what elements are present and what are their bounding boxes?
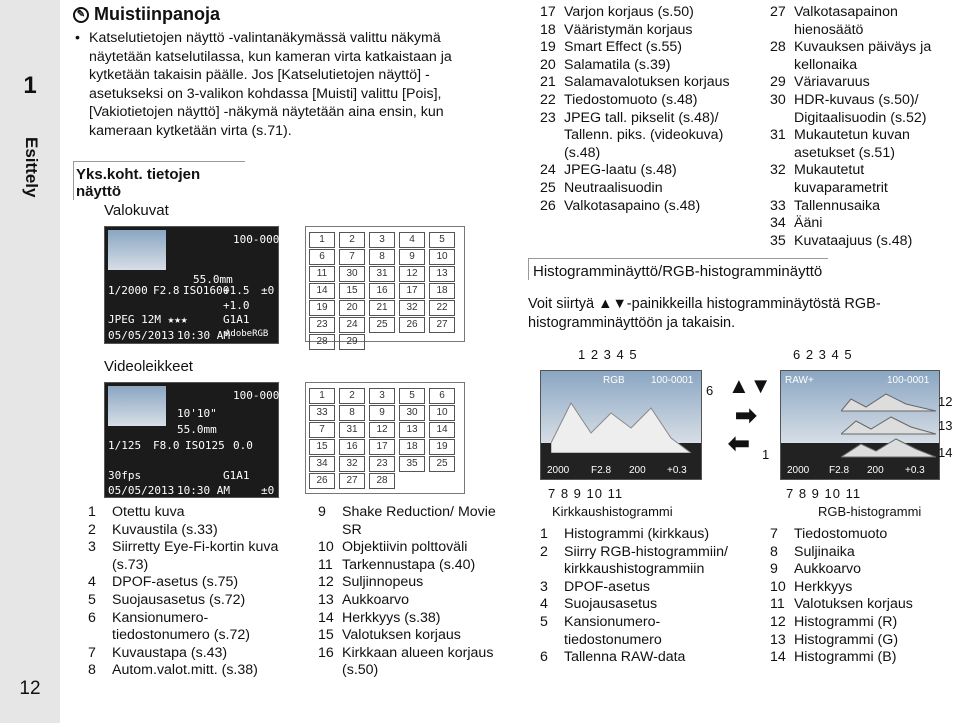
legend-item (540, 22, 755, 40)
legend-number: 8 (88, 662, 96, 679)
legend-item (540, 526, 755, 544)
date: 05/05/2013 (108, 484, 175, 497)
legend-item (540, 596, 755, 614)
legend-number: 9 (770, 561, 778, 578)
legend-list-e (540, 526, 755, 667)
right-arrow-icon: ➡ (735, 400, 757, 430)
legend-item (318, 504, 508, 539)
legend-text: Siirretty Eye-Fi-kortin kuva (s.73) (112, 539, 279, 573)
legend-number: 4 (88, 574, 96, 591)
legend-item (88, 662, 288, 680)
aperture: F2.8 (829, 465, 850, 476)
legend-item (88, 539, 288, 574)
memo-header (73, 4, 503, 25)
legend-number: 19 (540, 39, 556, 56)
legend-number: 17 (540, 4, 556, 20)
legend-text: Histogrammi (kirkkaus) (564, 526, 710, 542)
ev-compensation: 0.0 (233, 439, 253, 452)
brightness-histogram (551, 393, 691, 453)
legend-text: DPOF-asetus (564, 578, 650, 595)
callout-13: 13 (938, 418, 953, 433)
legend-item (88, 645, 288, 663)
iso: ISO1600 (183, 284, 230, 297)
layout-cell: 18 (399, 439, 425, 455)
adjust-value: ±0 (261, 284, 275, 297)
layout-cell: 31 (369, 266, 395, 282)
legend-item (540, 74, 755, 92)
layout-cell: 5 (399, 388, 425, 404)
color-space: AdobeRGB (225, 329, 269, 339)
legend-item (770, 198, 960, 216)
legend-number: 6 (540, 649, 548, 666)
layout-cell: 30 (399, 405, 425, 421)
legend-number: 27 (770, 4, 786, 20)
layout-cell: 9 (399, 249, 425, 265)
legend-list-b (318, 504, 508, 680)
callout-bottom-right: 7 8 9 10 11 (786, 486, 862, 501)
layout-cell: 23 (369, 456, 395, 472)
folder-file-number: 100-0001 (233, 233, 286, 246)
legend-text: Ääni (794, 215, 823, 232)
legend-item (88, 574, 288, 592)
legend-number: 7 (770, 526, 778, 542)
legend-number: 23 (540, 109, 556, 126)
layout-cell: 2 (339, 388, 365, 404)
legend-item (770, 74, 960, 92)
legend-item (770, 127, 960, 162)
legend-number: 11 (770, 596, 785, 613)
brightness-histogram-screen (540, 370, 702, 480)
legend-number: 9 (318, 504, 326, 520)
callout-6: 6 (706, 383, 714, 398)
legend-number: 35 (770, 232, 786, 249)
legend-text: Kansionumero-tiedostonumero (s.72) (112, 609, 251, 644)
memo-bullet: • Katselutietojen näyttö -valintanäkymässä valittu näkymä näytetään katselutilassa, kun kameran virta katkaistaan ja kytketään takaisin päälle. Jos [Katselutietojen näyttö] -asetukseksi on 3-valikon kohdassa [Muisti] valittu [Pois], [Vakiotietojen näyttö] -näkymä näytetään aina ensin, kun kameraan kytketään virta (s.71). (73, 29, 503, 141)
legend-text: JPEG-laatu (s.48) (564, 162, 677, 179)
callout-top-right: 6 2 3 4 5 (793, 347, 853, 362)
layout-cell: 26 (399, 317, 425, 333)
raw-indicator: RAW+ (785, 375, 814, 386)
legend-text: Histogrammi (R) (794, 613, 898, 630)
legend-number: 3 (88, 539, 96, 556)
layout-cell: 30 (339, 266, 365, 282)
callout-14: 14 (938, 445, 953, 460)
brightness-histogram-caption: Kirkkaushistogrammi (552, 504, 673, 519)
jpeg-quality: JPEG 12M ★★★ (108, 313, 188, 326)
legend-text: Salamatila (s.39) (564, 56, 671, 73)
frame-rate: 30fps (108, 469, 142, 482)
legend-item (770, 544, 955, 562)
legend-number: 18 (540, 21, 556, 38)
layout-cell: 6 (309, 249, 335, 265)
shutter-speed: 2000 (787, 465, 810, 476)
legend-number: 12 (770, 613, 786, 630)
legend-number: 6 (88, 609, 96, 626)
layout-cell: 11 (309, 266, 335, 282)
layout-cell: 15 (309, 439, 335, 455)
legend-text: Valotuksen korjaus (342, 627, 461, 644)
detail-title: Yks.koht. tietojen näyttö (73, 161, 245, 200)
histogram-switch: RGB (603, 375, 625, 386)
legend-text: Tallennusaika (794, 197, 880, 214)
ev-compensation: +1.5 (223, 284, 250, 297)
legend-item (318, 539, 508, 557)
legend-number: 13 (318, 591, 334, 608)
focal-length: 55.0mm (193, 273, 233, 286)
shutter-speed: 2000 (547, 465, 570, 476)
layout-cell: 8 (369, 249, 395, 265)
chapter-title: Esittely (22, 137, 41, 198)
photo-layout-map (305, 226, 465, 350)
left-arrow-icon: ⬅ (728, 428, 750, 458)
legend-number: 10 (770, 578, 786, 595)
legend-item (318, 627, 508, 645)
legend-item (540, 614, 755, 649)
layout-cell: 2 (339, 232, 365, 248)
callout-bottom-left: 7 8 9 10 11 (548, 486, 624, 501)
memo-icon: ✎ (73, 7, 89, 23)
legend-text: Suojausasetus (s.72) (112, 591, 246, 608)
layout-cell: 17 (369, 439, 395, 455)
layout-cell: 15 (339, 283, 365, 299)
legend-item (540, 579, 755, 597)
legend-item (88, 610, 288, 645)
layout-cell: 13 (399, 422, 425, 438)
layout-cell: 7 (339, 249, 365, 265)
rgb-histogram-caption: RGB-histogrammi (818, 504, 922, 519)
legend-item (540, 162, 755, 180)
histogram-intro: Voit siirtyä ▲▼-painikkeilla histogramminäytöstä RGB-histogramminäyttöön ja takaisin. (528, 296, 881, 331)
legend-text: Salamavalotuksen korjaus (564, 74, 730, 91)
layout-cell: 25 (369, 317, 395, 333)
layout-cell: 16 (369, 283, 395, 299)
layout-cell: 5 (429, 232, 455, 248)
legend-number: 3 (540, 578, 548, 595)
legend-text: Herkkyys (794, 578, 853, 595)
legend-number: 28 (770, 39, 786, 56)
layout-cell: 19 (429, 439, 455, 455)
legend-text: Tarkennustapa (s.40) (342, 556, 476, 573)
legend-item (88, 592, 288, 610)
layout-cell: 8 (339, 405, 365, 421)
shutter-speed: 1/125 (108, 439, 142, 452)
legend-number: 14 (770, 649, 786, 666)
page-number: 12 (19, 678, 41, 699)
legend-item (540, 198, 755, 216)
photos-heading: Valokuvat (104, 202, 169, 219)
legend-text: Vääristymän korjaus (564, 21, 693, 38)
legend-item (770, 4, 960, 39)
photo-info-screen (104, 226, 286, 344)
legend-item (770, 233, 960, 251)
time: 10:30 AM (177, 329, 230, 342)
video-thumbnail (108, 386, 166, 426)
layout-cell: 20 (339, 300, 365, 316)
legend-item (540, 110, 755, 163)
time: 10:30 AM (177, 484, 230, 497)
legend-item (770, 92, 960, 127)
layout-cell: 12 (399, 266, 425, 282)
layout-cell: 13 (429, 266, 455, 282)
layout-cell: 16 (339, 439, 365, 455)
callout-top-left: 1 2 3 4 5 (578, 347, 638, 362)
layout-cell: 1 (309, 232, 335, 248)
legend-number: 25 (540, 179, 556, 196)
layout-cell: 21 (369, 300, 395, 316)
legend-item (770, 526, 955, 544)
folder-file-number: 100-0001 (233, 389, 286, 402)
layout-cell: 19 (309, 300, 335, 316)
legend-number: 12 (318, 574, 334, 591)
legend-text: Herkkyys (s.38) (342, 609, 441, 626)
rgb-histogram-screen (780, 370, 940, 480)
legend-text: Kirkkaan alueen korjaus (s.50) (342, 644, 494, 679)
legend-text: HDR-kuvaus (s.50)/ Digitaalisuodin (s.52) (794, 91, 927, 126)
legend-item (770, 39, 960, 74)
legend-list-d (770, 4, 960, 250)
legend-text: Aukkoarvo (794, 561, 862, 578)
legend-item (540, 544, 755, 579)
adjust-value: ±0 (261, 484, 275, 497)
legend-text: Neutraalisuodin (564, 179, 663, 196)
layout-cell: 7 (309, 422, 335, 438)
video-layout-map (305, 382, 465, 506)
legend-item (88, 522, 288, 540)
legend-text: JPEG tall. pikselit (s.48)/ Tallenn. piks. (videokuva) (s.48) (564, 109, 724, 161)
layout-cell: 27 (429, 317, 455, 333)
focal-length: 55.0mm (177, 423, 217, 436)
shutter-speed: 1/2000 (108, 284, 148, 297)
layout-cell: 26 (309, 473, 335, 489)
legend-item (770, 649, 955, 667)
legend-list-a (88, 504, 288, 680)
layout-cell: 17 (399, 283, 425, 299)
aperture: F2.8 (591, 465, 612, 476)
legend-item (540, 39, 755, 57)
layout-cell: 28 (309, 334, 335, 350)
legend-item (540, 180, 755, 198)
legend-number: 4 (540, 596, 548, 613)
legend-item (770, 614, 955, 632)
legend-text: Autom.valot.mitt. (s.38) (112, 662, 258, 679)
legend-text: Kuvauksen päiväys ja kellonaika (794, 39, 932, 73)
layout-cell: 10 (429, 405, 455, 421)
legend-text: Valotuksen korjaus (794, 596, 913, 613)
layout-cell: 31 (339, 422, 365, 438)
layout-cell: 34 (309, 456, 335, 472)
legend-number: 5 (88, 591, 96, 608)
legend-number: 32 (770, 162, 786, 179)
ev-compensation: +0.3 (667, 465, 687, 476)
legend-number: 13 (770, 631, 786, 648)
legend-text: Mukautetut kuvaparametrit (794, 162, 888, 196)
folder-file-number: 100-0001 (887, 375, 930, 386)
layout-cell: 22 (429, 300, 455, 316)
legend-text: Kansionumero-tiedostonumero (564, 613, 662, 648)
legend-number: 8 (770, 543, 778, 560)
video-info-screen (104, 382, 286, 498)
legend-number: 29 (770, 74, 786, 91)
folder-file-number: 100-0001 (651, 375, 694, 386)
layout-cell: 27 (339, 473, 365, 489)
iso: ISO125 (185, 439, 225, 452)
layout-cell: 23 (309, 317, 335, 333)
legend-item (540, 57, 755, 75)
up-down-arrows-icon: ▲▼ (728, 373, 772, 398)
legend-item (540, 649, 755, 667)
legend-text: Kuvaustapa (s.43) (112, 644, 228, 661)
layout-cell: 32 (339, 456, 365, 472)
legend-item (318, 610, 508, 628)
legend-number: 10 (318, 539, 334, 556)
legend-item (770, 632, 955, 650)
callout-12: 12 (938, 394, 953, 409)
layout-cell: 18 (429, 283, 455, 299)
layout-cell: 3 (369, 388, 395, 404)
legend-text: Suojausasetus (564, 596, 658, 613)
layout-cell: 4 (399, 232, 425, 248)
white-balance: G1A1 (223, 313, 250, 326)
legend-item (540, 4, 755, 22)
chapter-tab (0, 0, 60, 723)
aperture: F2.8 (153, 284, 180, 297)
memo-title: Muistiinpanoja (94, 4, 220, 24)
photo-thumbnail (108, 230, 166, 270)
legend-text: Tiedostomuoto (s.48) (564, 91, 698, 108)
layout-cell: 25 (429, 456, 455, 472)
legend-text: Suljinnopeus (342, 574, 424, 591)
layout-cell: 10 (429, 249, 455, 265)
layout-cell: 32 (399, 300, 425, 316)
legend-number: 31 (770, 127, 786, 144)
legend-number: 5 (540, 613, 548, 630)
legend-text: Tallenna RAW-data (564, 649, 686, 666)
legend-text: Smart Effect (s.55) (564, 39, 683, 56)
legend-text: DPOF-asetus (s.75) (112, 574, 239, 591)
legend-text: Siirry RGB-histogrammiin/ kirkkaushistogrammiin (564, 543, 728, 578)
layout-cell: 6 (429, 388, 455, 404)
legend-number: 33 (770, 197, 786, 214)
legend-number: 24 (540, 162, 556, 179)
legend-number: 34 (770, 215, 786, 232)
legend-item (770, 162, 960, 197)
legend-number: 15 (318, 627, 334, 644)
legend-number: 1 (540, 526, 548, 542)
legend-text: Aukkoarvo (342, 591, 410, 608)
chapter-number: 1 (23, 72, 37, 99)
layout-cell: 35 (399, 456, 425, 472)
layout-cell: 1 (309, 388, 335, 404)
legend-item (770, 561, 955, 579)
legend-item (318, 592, 508, 610)
legend-text: Objektiivin polttoväli (342, 539, 468, 556)
date: 05/05/2013 (108, 329, 175, 342)
layout-cell: 14 (429, 422, 455, 438)
legend-number: 26 (540, 197, 556, 214)
videos-heading: Videoleikkeet (104, 358, 193, 375)
rgb-histograms (841, 389, 936, 459)
legend-text: Mukautetun kuvan asetukset (s.51) (794, 127, 910, 161)
legend-item (770, 579, 955, 597)
layout-cell: 3 (369, 232, 395, 248)
legend-item (770, 596, 955, 614)
legend-number: 7 (88, 644, 96, 661)
white-balance: G1A1 (223, 469, 250, 482)
layout-cell: 28 (369, 473, 395, 489)
legend-item (770, 215, 960, 233)
legend-text: Kuvaustila (s.33) (112, 521, 218, 538)
memo-section (73, 4, 503, 200)
legend-text: Kuvataajuus (s.48) (794, 232, 913, 249)
legend-number: 22 (540, 91, 556, 108)
legend-number: 20 (540, 56, 556, 73)
flash-compensation: +1.0 (223, 299, 250, 312)
legend-text: Valkotasapaino (s.48) (564, 197, 701, 214)
histogram-title: Histogramminäyttö/RGB-histogramminäyttö (528, 258, 828, 280)
layout-cell: 33 (309, 405, 335, 421)
iso: 200 (629, 465, 646, 476)
legend-text: Tiedostomuoto (794, 526, 888, 542)
layout-cell: 9 (369, 405, 395, 421)
legend-text: Varjon korjaus (s.50) (564, 4, 694, 20)
legend-number: 11 (318, 556, 333, 573)
legend-list-f (770, 526, 955, 667)
legend-number: 16 (318, 644, 334, 661)
legend-number: 14 (318, 609, 334, 626)
legend-text: Valkotasapainon hienosäätö (794, 4, 898, 38)
aperture: F8.0 (153, 439, 180, 452)
iso: 200 (867, 465, 884, 476)
legend-item (88, 504, 288, 522)
legend-list-c (540, 4, 755, 215)
legend-text: Otettu kuva (112, 504, 185, 520)
legend-text: Suljinaika (794, 543, 855, 560)
legend-text: Histogrammi (G) (794, 631, 899, 648)
ev-compensation: +0.3 (905, 465, 925, 476)
legend-item (318, 557, 508, 575)
legend-number: 2 (88, 521, 96, 538)
layout-cell: 24 (339, 317, 365, 333)
layout-cell: 14 (309, 283, 335, 299)
legend-text: Shake Reduction/ Movie SR (342, 504, 496, 538)
layout-cell: 12 (369, 422, 395, 438)
recording-time: 10'10" (177, 407, 217, 420)
layout-cell: 29 (339, 334, 365, 350)
legend-item (318, 645, 508, 680)
legend-text: Väriavaruus (794, 74, 870, 91)
legend-number: 1 (88, 504, 96, 520)
legend-number: 2 (540, 543, 548, 560)
legend-text: Histogrammi (B) (794, 649, 897, 666)
legend-number: 30 (770, 91, 786, 108)
legend-number: 21 (540, 74, 556, 91)
legend-item (540, 92, 755, 110)
legend-item (318, 574, 508, 592)
callout-1: 1 (762, 447, 770, 462)
